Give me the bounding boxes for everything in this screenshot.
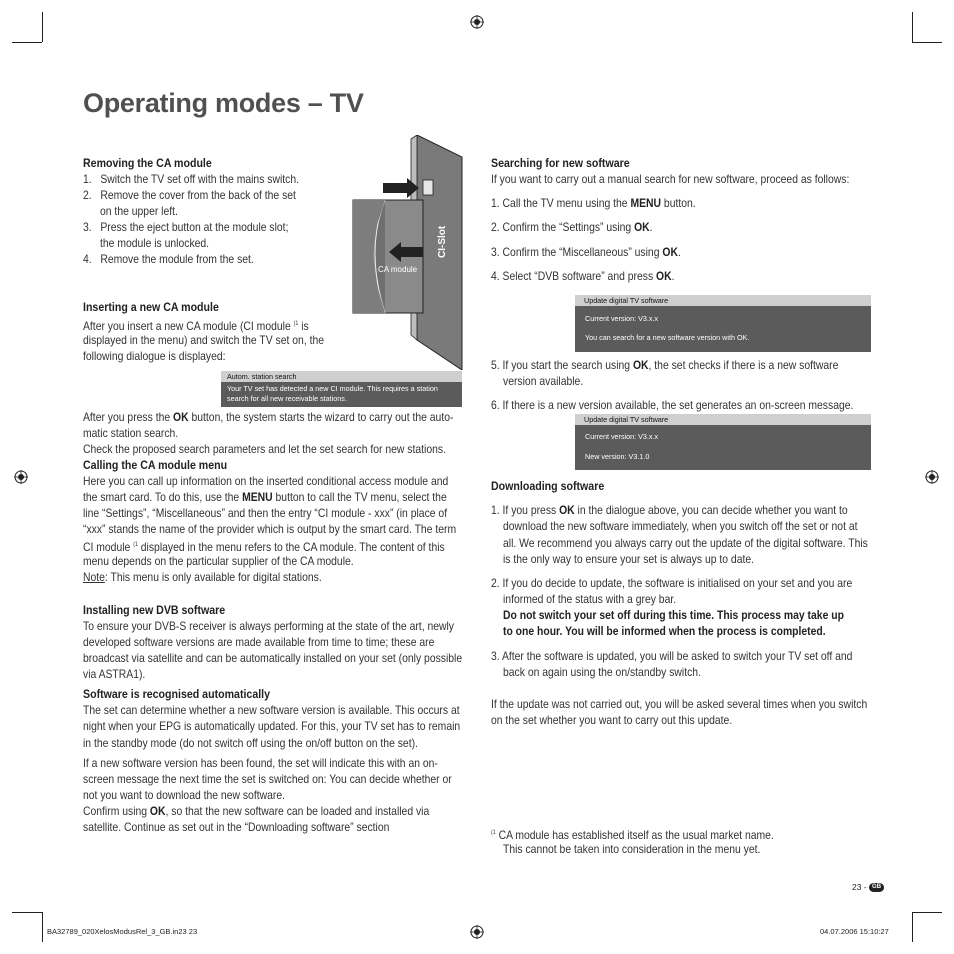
calling-line-4: “xxx” stands the name of the provider which is output by the smart card. The term xyxy=(83,522,457,536)
searching-step-4: 4. Select “DVB software” and press OK. xyxy=(491,269,675,283)
calling-line-5: CI module $^{(1}$ displayed in the menu refers to the CA module. The content of this xyxy=(83,539,445,554)
calling-note: Note: This menu is only available for digital stations. xyxy=(83,570,322,584)
searching-step-2: 2. Confirm the “Settings” using OK. xyxy=(491,220,653,234)
osd-title-bar: Autom. station search xyxy=(221,371,462,382)
crop-mark xyxy=(42,912,43,942)
installing-line: via ASTRA1). xyxy=(83,667,146,681)
section-heading-downloading: Downloading software xyxy=(491,479,605,493)
osd-station-search-dialog xyxy=(221,371,462,407)
removing-step-2: 2. Remove the cover from the back of the set xyxy=(83,188,296,202)
download-step-2-cont: informed of the status with a grey bar. xyxy=(503,592,677,606)
crop-mark xyxy=(42,12,43,42)
section-heading-recognised: Software is recognised automatically xyxy=(83,687,271,701)
inserting-line-1: After you insert a new CA module (CI module $^{(1}$ is xyxy=(83,318,309,333)
footnote-line-1: $^{(1}$ CA module has established itself as the usual market name. xyxy=(491,827,774,842)
crop-mark xyxy=(912,12,913,42)
osd-current-version: Current version: V3.x.x xyxy=(585,314,659,323)
osd-message-line: You can search for a new software version with OK. xyxy=(585,333,750,342)
recognised-last: satellite. Continue as set out in the “Downloading software” section xyxy=(83,820,390,834)
crop-mark xyxy=(912,42,942,43)
osd-title-bar: Update digital TV software xyxy=(575,295,871,306)
step-6: 6. If there is a new version available, the set generates an on-screen message. xyxy=(491,398,854,412)
language-badge: GB xyxy=(869,883,884,892)
ci-slot-label: CI-Slot xyxy=(437,225,448,258)
download-step-2: 2. If you do decide to update, the software is initialised on your set and you are xyxy=(491,576,853,590)
removing-step-1: 1. Switch the TV set off with the mains switch. xyxy=(83,172,299,186)
inserting-line-2: displayed in the menu) and switch the TV set on, the xyxy=(83,333,325,347)
osd-title-bar: Update digital TV software xyxy=(575,414,871,425)
recognised-line: not you want to download the new software. xyxy=(83,788,285,802)
searching-intro: If you want to carry out a manual search for new software, proceed as follows: xyxy=(491,172,850,186)
page-title: Operating modes – TV xyxy=(83,88,364,118)
download-step-1-cont: download the new software immediately, when you switch off the set or not at xyxy=(503,519,858,533)
installing-line: broadcast via satellite and can be automatically installed on your set (only possible xyxy=(83,651,463,665)
step-5: 5. If you start the search using OK, the set checks if there is a new software xyxy=(491,358,839,372)
section-heading-inserting: Inserting a new CA module xyxy=(83,300,219,314)
searching-step-3: 3. Confirm the “Miscellaneous” using OK. xyxy=(491,245,681,259)
download-step-1: 1. If you press OK in the dialogue above, you can decide whether you want to xyxy=(491,503,848,517)
download-step-3: 3. After the software is updated, you will be asked to switch your TV set off and xyxy=(491,649,853,663)
crop-mark xyxy=(912,912,942,913)
calling-line-1: Here you can call up information on the inserted conditional access module and xyxy=(83,474,449,488)
recognised-confirm: Confirm using OK, so that the new software can be loaded and installed via xyxy=(83,804,430,818)
osd-message-line: Your TV set has detected a new CI module. This requires a station xyxy=(227,384,438,393)
osd-current-version: Current version: V3.x.x xyxy=(585,432,659,441)
section-heading-installing: Installing new DVB software xyxy=(83,603,226,617)
download-step-3-cont: back on again using the on/standby switch. xyxy=(503,665,701,679)
removing-step-4: 4. Remove the module from the set. xyxy=(83,252,254,266)
registration-mark-icon xyxy=(470,925,484,939)
step-5-cont: version available. xyxy=(503,374,584,388)
section-heading-calling: Calling the CA module menu xyxy=(83,458,228,472)
recognised-line: night when your EPG is automatically updated. For this, your TV set has to remain xyxy=(83,719,461,733)
installing-line: developed software versions are made available from time to time; these are xyxy=(83,635,435,649)
download-warning: to one hour. You will be informed when the process is completed. xyxy=(503,624,826,638)
slug-timestamp: 04.07.2006 15:10:27 xyxy=(820,927,889,936)
recognised-line: in the standby mode (do not switch off using the on/off button on the set). xyxy=(83,736,418,750)
crop-mark xyxy=(12,912,42,913)
registration-mark-icon xyxy=(14,470,28,484)
section-heading-removing: Removing the CA module xyxy=(83,156,212,170)
download-warning: Do not switch your set off during this time. This process may take up xyxy=(503,608,844,622)
crop-mark xyxy=(912,912,913,942)
inserting-line-3: following dialogue is displayed: xyxy=(83,349,226,363)
installing-line: To ensure your DVB-S receiver is always performing at the state of the art, newly xyxy=(83,619,455,633)
calling-line-6: menu depends on the particular supplier of the CA module. xyxy=(83,554,354,568)
osd-update-new-version-dialog xyxy=(575,414,871,470)
osd-new-version: New version: V3.1.0 xyxy=(585,452,650,461)
ca-module-label: CA module xyxy=(378,265,418,274)
registration-mark-icon xyxy=(470,15,484,29)
section-heading-searching: Searching for new software xyxy=(491,156,630,170)
page-number: 23 - GB xyxy=(852,882,884,892)
after-ok-line-2: matic station search. xyxy=(83,426,179,440)
after-ok-line-3: Check the proposed search parameters and let the set search for new stations. xyxy=(83,442,446,456)
footnote-line-2: This cannot be taken into consideration in the menu yet. xyxy=(503,842,761,856)
calling-line-2: the smart card. To do this, use the MENU button to call the TV menu, select the xyxy=(83,490,447,504)
removing-step-3-cont: the module is unlocked. xyxy=(100,236,210,250)
removing-step-2-cont: on the upper left. xyxy=(100,204,178,218)
osd-message-line: search for all new receivable stations. xyxy=(227,394,347,403)
after-ok-line-1: After you press the OK button, the system starts the wizard to carry out the auto- xyxy=(83,410,454,424)
searching-step-1: 1. Call the TV menu using the MENU button. xyxy=(491,196,696,210)
slug-filename: BA32789_020XelosModusRel_3_GB.in23 23 xyxy=(47,927,198,936)
download-step-1-cont: all. We recommend you always carry out the update of the digital software. This xyxy=(503,536,868,550)
recognised-line: The set can determine whether a new software version is available. This occurs at xyxy=(83,703,460,717)
calling-line-3: line “Settings”, “Miscellaneous” and then the entry “CI module - xxx” (in place of xyxy=(83,506,448,520)
crop-mark xyxy=(12,42,42,43)
recognised-line: If a new software version has been found, the set will indicate this with an on- xyxy=(83,756,438,770)
osd-update-dialog xyxy=(575,295,871,352)
removing-step-3: 3. Press the eject button at the module slot; xyxy=(83,220,289,234)
recognised-line: screen message the next time the set is switched on: You can decide whether or xyxy=(83,772,452,786)
download-closing: on the set whether you want to carry out this update. xyxy=(491,713,733,727)
registration-mark-icon xyxy=(925,470,939,484)
download-step-1-cont: is the only way to ensure your set is always up to date. xyxy=(503,552,755,566)
download-closing: If the update was not carried out, you will be asked several times when you switch xyxy=(491,697,868,711)
